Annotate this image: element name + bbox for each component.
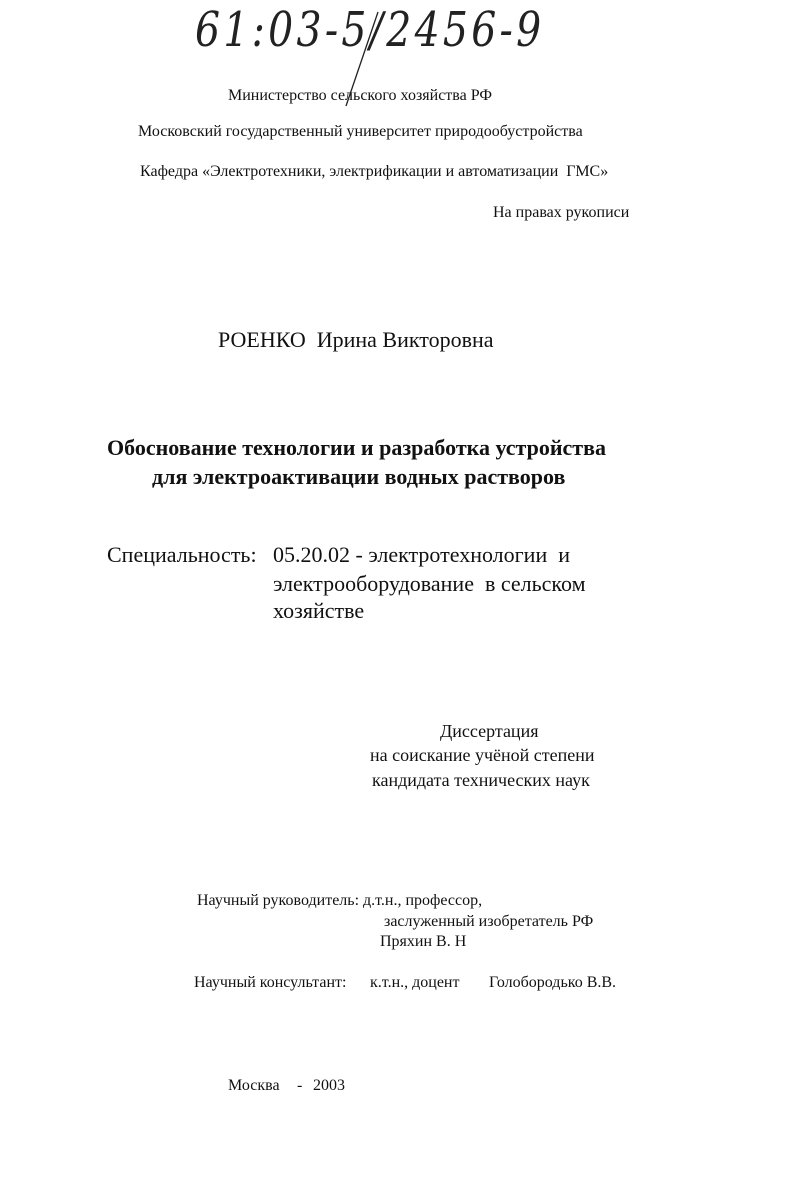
degree-line-2: на соискание учёной степени (370, 745, 595, 765)
supervisor-label: Научный руководитель: (197, 892, 360, 909)
department-line: Кафедра «Электротехники, электрификации и автоматизации ГМС» (140, 163, 609, 180)
supervisor-degree: д.т.н., профессор, (363, 892, 483, 909)
title-line-1: Обоснование технологии и разработка устройства (107, 435, 606, 460)
specialty-line-3: хозяйстве (273, 598, 365, 623)
specialty-line-2: электрооборудование в сельском (273, 571, 586, 596)
consultant-degree: к.т.н., доцент (370, 974, 460, 991)
handwritten-archive-number: 61:03-5/2456-9 (195, 2, 545, 58)
manuscript-rights: На правах рукописи (493, 204, 630, 221)
supervisor-title: заслуженный изобретатель РФ (384, 913, 594, 930)
title-line-2: для электроактивации водных растворов (152, 464, 566, 489)
footer-city: Москва (228, 1077, 280, 1094)
supervisor-name: Пряхин В. Н (380, 933, 467, 950)
degree-line-1: Диссертация (440, 721, 539, 741)
consultant-name: Голобородько В.В. (489, 974, 617, 991)
ministry-line: Министерство сельского хозяйства РФ (228, 87, 492, 104)
degree-line-3: кандидата технических наук (372, 770, 590, 790)
specialty-label: Специальность: (107, 542, 257, 567)
consultant-label: Научный консультант: (194, 974, 347, 991)
footer-separator: - (297, 1077, 303, 1094)
specialty-line-1: 05.20.02 - электротехнологии и (273, 542, 570, 567)
footer-year: 2003 (313, 1077, 345, 1094)
university-line: Московский государственный университет природообустройства (138, 123, 583, 140)
author-name: РОЕНКО Ирина Викторовна (218, 327, 494, 352)
